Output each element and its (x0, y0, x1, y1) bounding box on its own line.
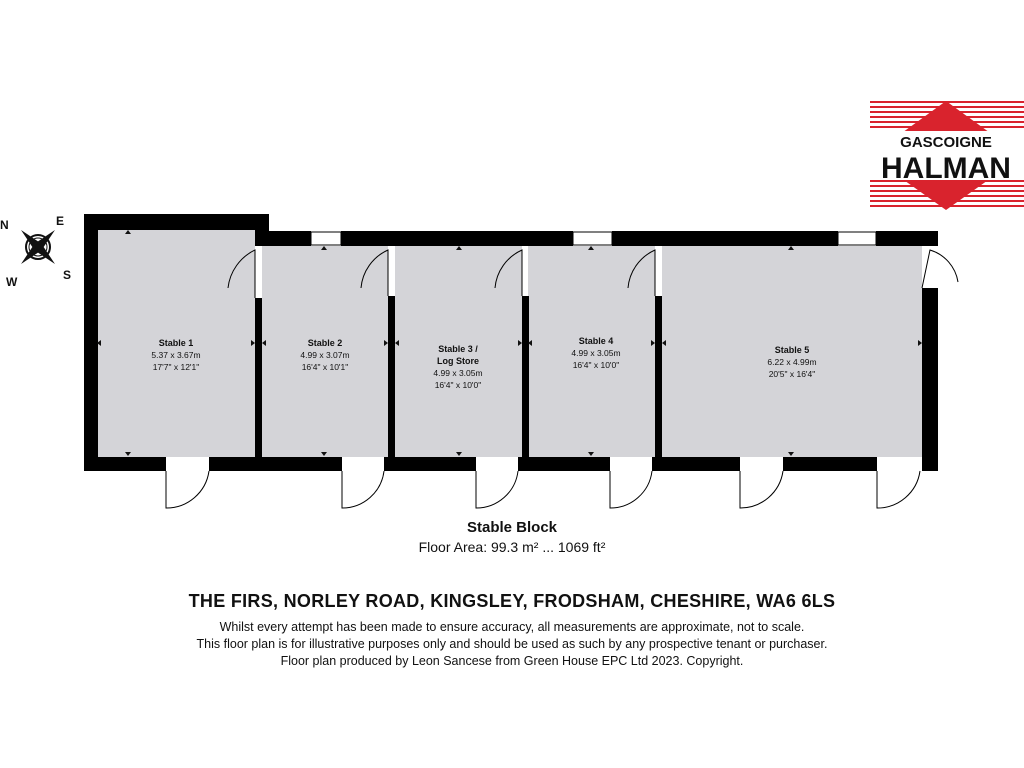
door-swing (922, 250, 958, 288)
room-metric: 4.99 x 3.05m (571, 348, 621, 358)
room-name: Stable 3 / (438, 344, 478, 354)
room-metric: 6.22 x 4.99m (767, 357, 817, 367)
compass-east: E (56, 214, 65, 228)
room-imperial: 17'7" x 12'1" (152, 362, 200, 372)
room-name: Stable 5 (774, 345, 810, 355)
wall-bottom-e (652, 457, 740, 471)
room-imperial: 16'4" x 10'0" (434, 380, 482, 390)
room-metric: 5.37 x 3.67m (151, 350, 201, 360)
wall-top-b (341, 231, 573, 246)
window (838, 232, 876, 245)
compass-north: N (0, 218, 9, 232)
room-imperial: 16'4" x 10'1" (301, 362, 349, 372)
room-imperial: 16'4" x 10'0" (572, 360, 620, 370)
room-label-stable-5 (767, 345, 816, 379)
disclaimer-line: Floor plan produced by Leon Sancese from Green House EPC Ltd 2023. Copyright. (280, 654, 744, 668)
room-name: Stable 4 (578, 336, 614, 346)
door-swing (166, 471, 209, 508)
disclaimer-line: This floor plan is for illustrative purposes only and should be used as such by any prospective tenant or purchaser. (196, 637, 828, 651)
plan-title: Stable Block (466, 519, 558, 536)
disclaimer-line: Whilst every attempt has been made to ensure accuracy, all measurements are approximate, not to scale. (219, 620, 805, 634)
wall-top-stable-1 (84, 214, 269, 230)
partition-2-3 (388, 296, 395, 457)
wall-bottom-f (783, 457, 877, 471)
room-label-stable-1 (151, 338, 200, 372)
door-swing (877, 471, 920, 508)
room-name: Stable 1 (158, 338, 194, 348)
door-swing (342, 471, 384, 508)
wall-top-c (612, 231, 838, 246)
floor-area: Floor Area: 99.3 m² ... 1069 ft² (418, 539, 606, 555)
wall-bottom-d (518, 457, 610, 471)
compass-south: S (63, 268, 72, 282)
wall-bottom-c (384, 457, 476, 471)
wall-bottom-b (209, 457, 342, 471)
room-imperial: 20'5" x 16'4" (768, 369, 816, 379)
wall-top-a (255, 231, 311, 246)
logo-line-2: HALMAN (881, 152, 1011, 185)
door-swing (476, 471, 518, 508)
partition-4-5 (655, 296, 662, 457)
room-fills (97, 230, 922, 457)
room-metric: 4.99 x 3.07m (300, 350, 350, 360)
room-metric: 4.99 x 3.05m (433, 368, 483, 378)
room-name-line-2: Log Store (437, 356, 479, 366)
wall-left (84, 214, 98, 471)
window (311, 232, 341, 245)
property-address: THE FIRS, NORLEY ROAD, KINGSLEY, FRODSHAM, CHESHIRE, WA6 6LS (188, 591, 836, 611)
wall-bottom-a (84, 457, 166, 471)
external-doors (166, 471, 920, 508)
compass-west: W (6, 275, 18, 289)
gascoigne-halman-logo (866, 101, 1024, 210)
compass (0, 213, 72, 289)
wall-right (922, 288, 938, 471)
wall-top-d (876, 231, 938, 246)
logo-line-1: GASCOIGNE (900, 134, 992, 151)
partition-3-4 (522, 296, 529, 457)
room-label-stable-2 (300, 338, 349, 372)
window (573, 232, 612, 245)
door-swing (610, 471, 652, 508)
room-label-stable-4 (571, 336, 620, 370)
door-swing (740, 471, 783, 508)
partition-1-2 (255, 298, 262, 457)
room-name: Stable 2 (307, 338, 343, 348)
